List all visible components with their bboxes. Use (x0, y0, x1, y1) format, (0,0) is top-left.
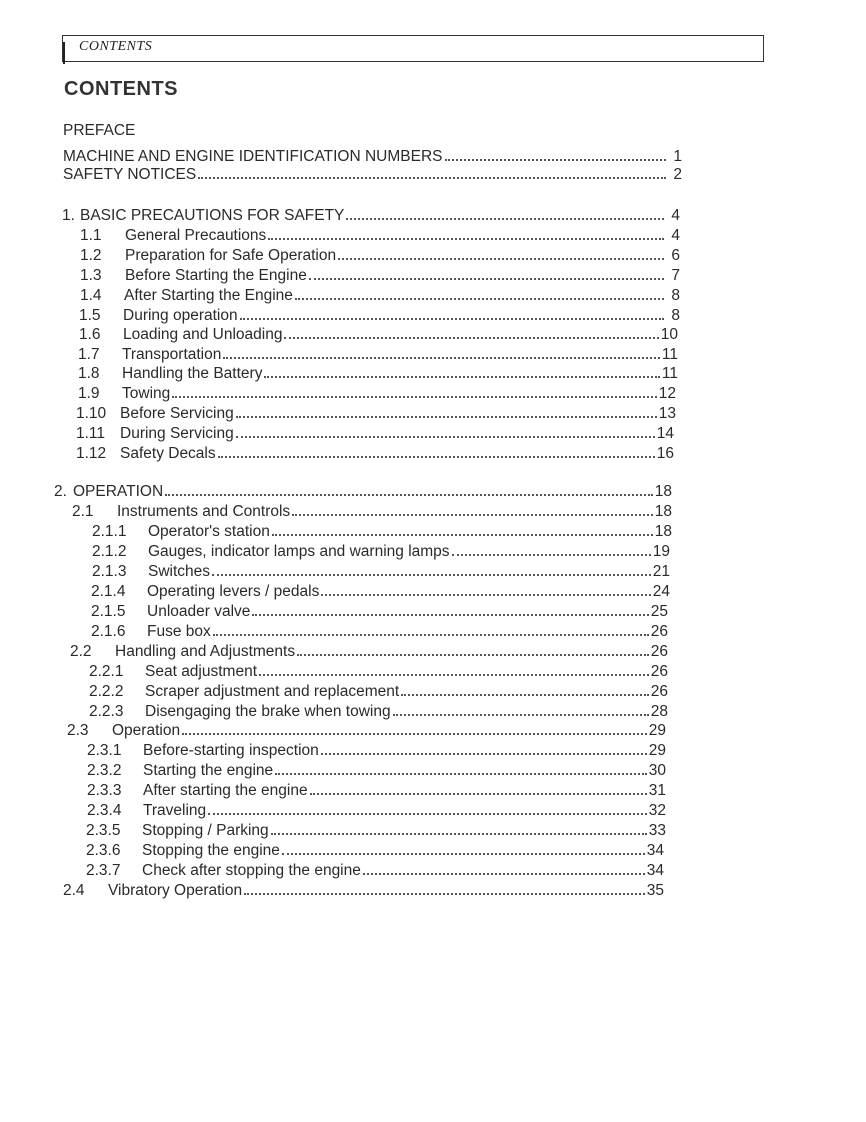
toc-entry-title: Safety Decals (120, 445, 216, 462)
toc-entry-page: 11 (661, 346, 678, 363)
toc-entry-number: 1. (62, 207, 75, 224)
dot-leader (295, 297, 664, 300)
toc-entry-page: 25 (650, 603, 668, 620)
toc-entry[interactable] (87, 740, 666, 760)
toc-entry-title: Starting the engine (143, 762, 274, 779)
dot-leader (310, 792, 647, 795)
toc-entry-number: 2.3.6 (86, 842, 121, 859)
toc-entry-title: PREFACE (63, 122, 136, 139)
toc-entry-page: 7 (671, 267, 680, 284)
toc-entry-title: Before Servicing (120, 405, 234, 422)
toc-entry-number: 2.3.7 (86, 862, 121, 879)
dot-leader (268, 237, 664, 240)
toc-entry-page: 34 (646, 862, 664, 879)
toc-entry[interactable] (87, 780, 666, 800)
toc-entry-title: Loading and Unloading (123, 326, 283, 343)
toc-entry-number: 1.1 (80, 227, 102, 244)
toc-entry-title: During operation (123, 307, 238, 324)
toc-entry[interactable] (80, 285, 680, 305)
dot-leader (321, 752, 647, 755)
toc-entry-page: 8 (671, 287, 680, 304)
toc-entry-title: Vibratory Operation (108, 882, 243, 899)
toc-entry[interactable] (86, 840, 664, 860)
dot-leader (252, 613, 648, 616)
dot-leader (297, 653, 649, 656)
toc-entry[interactable] (92, 521, 672, 541)
toc-entry-title: Towing (122, 385, 171, 402)
dot-leader (363, 872, 645, 875)
toc-entry-page: 10 (660, 326, 678, 343)
toc-entry-title: Stopping / Parking (142, 822, 269, 839)
toc-entry[interactable] (80, 265, 680, 285)
toc-entry-title: Check after stopping the engine (142, 862, 361, 879)
running-header-label: CONTENTS (79, 39, 153, 54)
toc-entry-number: 1.6 (79, 326, 101, 343)
toc-entry-number: 2.1.3 (92, 563, 127, 580)
page-title: CONTENTS (64, 78, 178, 100)
toc-entry[interactable] (76, 443, 674, 463)
dot-leader (240, 317, 664, 320)
dot-leader (282, 852, 645, 855)
toc-entry-page: 18 (654, 503, 672, 520)
dot-leader (165, 493, 653, 496)
toc-entry[interactable] (72, 501, 672, 521)
toc-entry-title: During Servicing (120, 425, 234, 442)
toc-entry-number: 2.2.1 (89, 663, 124, 680)
toc-entry-title: Gauges, indicator lamps and warning lamps (148, 543, 450, 560)
toc-entry[interactable] (89, 681, 668, 701)
toc-entry-page: 18 (654, 483, 672, 500)
dot-leader (275, 772, 647, 775)
toc-entry-title: Disengaging the brake when towing (145, 703, 391, 720)
toc-entry-title: After starting the engine (143, 782, 308, 799)
toc-entry-number: 2.1 (72, 503, 94, 520)
toc-entry-number: 1.10 (76, 405, 107, 422)
toc-entry[interactable] (79, 305, 680, 325)
dot-leader (182, 732, 647, 735)
toc-entry-title: Switches (148, 563, 211, 580)
toc-entry-title: Preparation for Safe Operation (125, 247, 337, 264)
toc-entry-page: 26 (650, 663, 668, 680)
toc-entry-title: General Precautions (125, 227, 267, 244)
toc-entry-number: 2.3 (67, 722, 89, 739)
toc-entry-page: 4 (671, 207, 680, 224)
toc-entry-title: Operation (112, 722, 181, 739)
dot-leader (212, 573, 651, 576)
toc-entry-number: 2.3.2 (87, 762, 122, 779)
toc-entry-number: 1.9 (78, 385, 100, 402)
toc-entry-page: 24 (652, 583, 670, 600)
toc-entry-page: 16 (656, 445, 674, 462)
toc-entry-number: 1.4 (80, 287, 102, 304)
toc-entry[interactable] (91, 601, 668, 621)
dot-leader (223, 356, 660, 359)
toc-entry-number: 2.3.3 (87, 782, 122, 799)
toc-entry-title: BASIC PRECAUTIONS FOR SAFETY (80, 207, 345, 224)
dot-leader (393, 713, 649, 716)
toc-entry[interactable] (80, 245, 680, 265)
dot-leader (445, 158, 667, 161)
toc-entry-page: 26 (650, 643, 668, 660)
toc-entry-number: 1.8 (78, 365, 100, 382)
toc-entry-page: 35 (646, 882, 664, 899)
toc-entry[interactable] (63, 164, 682, 184)
dot-leader (272, 533, 653, 536)
dot-leader (284, 336, 658, 339)
toc-entry[interactable] (78, 344, 678, 364)
dot-leader (309, 277, 664, 280)
dot-leader (292, 513, 653, 516)
toc-entry[interactable] (89, 701, 668, 721)
dot-leader (338, 257, 664, 260)
header-bar (63, 42, 69, 64)
toc-entry-title: Fuse box (147, 623, 211, 640)
toc-entry-title: MACHINE AND ENGINE IDENTIFICATION NUMBERS (63, 148, 443, 165)
toc-entry[interactable] (91, 581, 670, 601)
toc-entry-number: 2.4 (63, 882, 85, 899)
toc-entry-page: 33 (648, 822, 666, 839)
toc-entry-page: 29 (648, 722, 666, 739)
dot-leader (218, 455, 655, 458)
toc-entry[interactable] (78, 383, 676, 403)
dot-leader (452, 553, 651, 556)
toc-entry-page: 1 (673, 148, 682, 165)
toc-entry-page: 21 (652, 563, 670, 580)
running-header (62, 35, 764, 62)
toc-entry-title: Before-starting inspection (143, 742, 319, 759)
toc-entry-page: 12 (658, 385, 676, 402)
toc-entry-number: 1.7 (78, 346, 100, 363)
toc-entry-number: 2.1.5 (91, 603, 126, 620)
toc-entry-title: Stopping the engine (142, 842, 280, 859)
dot-leader (401, 693, 649, 696)
toc-entry-title: After Starting the Engine (124, 287, 293, 304)
toc-entry-number: 1.12 (76, 445, 107, 462)
toc-entry-number: 2.1.1 (92, 523, 127, 540)
toc-entry-number: 2.2.2 (89, 683, 124, 700)
toc-entry-title: Seat adjustment (145, 663, 258, 680)
toc-entry[interactable] (79, 324, 678, 344)
toc-entry[interactable] (76, 403, 676, 423)
toc-entry-page: 28 (650, 703, 668, 720)
toc-entry-page: 19 (652, 543, 670, 560)
toc-entry[interactable] (54, 481, 672, 501)
toc-entry-title: OPERATION (73, 483, 164, 500)
toc-entry[interactable] (87, 800, 666, 820)
toc-entry[interactable] (63, 146, 682, 166)
toc-entry-page: 32 (648, 802, 666, 819)
toc-entry-number: 1.3 (80, 267, 102, 284)
toc-entry[interactable] (86, 820, 666, 840)
dot-leader (213, 633, 649, 636)
toc-entry-page: 8 (671, 307, 680, 324)
toc-entry-title: Traveling (143, 802, 207, 819)
toc-entry-page: 11 (661, 365, 678, 382)
toc-entry-page: 13 (658, 405, 676, 422)
toc-entry-page: 30 (648, 762, 666, 779)
toc-entry-title: SAFETY NOTICES (63, 166, 197, 183)
dot-leader (346, 217, 664, 220)
dot-leader (236, 415, 657, 418)
toc-entry-number: 2.1.2 (92, 543, 127, 560)
toc-entry-title: Unloader valve (147, 603, 251, 620)
toc-entry[interactable] (80, 225, 680, 245)
dot-leader (271, 832, 647, 835)
toc-entry[interactable] (89, 661, 668, 681)
toc-entry-number: 2.2 (70, 643, 92, 660)
toc-heading (63, 122, 135, 140)
dot-leader (236, 435, 655, 438)
toc-entry[interactable] (92, 561, 670, 581)
toc-entry-page: 29 (648, 742, 666, 759)
toc-entry-title: Transportation (122, 346, 222, 363)
toc-entry[interactable] (63, 880, 664, 900)
dot-leader (244, 892, 645, 895)
toc-entry-number: 1.2 (80, 247, 102, 264)
dot-leader (264, 375, 659, 378)
toc-entry[interactable] (67, 720, 666, 740)
toc-entry[interactable] (62, 205, 680, 225)
toc-entry-title: Scraper adjustment and replacement (145, 683, 400, 700)
dot-leader (259, 673, 649, 676)
toc-entry[interactable] (91, 621, 668, 641)
toc-entry-page: 34 (646, 842, 664, 859)
toc-entry[interactable] (70, 641, 668, 661)
dot-leader (208, 812, 647, 815)
toc-entry[interactable] (92, 541, 670, 561)
toc-entry-number: 2.3.5 (86, 822, 121, 839)
toc-entry-title: Handling the Battery (122, 365, 263, 382)
toc-entry[interactable] (87, 760, 666, 780)
toc-entry-number: 2.3.4 (87, 802, 122, 819)
toc-entry-page: 31 (648, 782, 666, 799)
toc-entry-number: 2. (54, 483, 67, 500)
toc-entry-page: 2 (673, 166, 682, 183)
toc-entry-page: 6 (671, 247, 680, 264)
toc-entry-number: 1.11 (76, 425, 106, 442)
toc-entry[interactable] (78, 363, 678, 383)
toc-entry-number: 1.5 (79, 307, 101, 324)
dot-leader (198, 176, 666, 179)
toc-entry-title: Operator's station (148, 523, 270, 540)
toc-entry-page: 26 (650, 623, 668, 640)
toc-entry-page: 4 (671, 227, 680, 244)
toc-entry-number: 2.2.3 (89, 703, 124, 720)
toc-entry-title: Operating levers / pedals (147, 583, 320, 600)
toc-entry-title: Handling and Adjustments (115, 643, 296, 660)
dot-leader (172, 395, 657, 398)
toc-entry-page: 26 (650, 683, 668, 700)
toc-entry-title: Before Starting the Engine (125, 267, 307, 284)
toc-entry-title: Instruments and Controls (117, 503, 291, 520)
toc-entry-number: 2.1.6 (91, 623, 126, 640)
toc-entry-page: 14 (656, 425, 674, 442)
toc-entry[interactable] (76, 423, 674, 443)
toc-entry-number: 2.3.1 (87, 742, 122, 759)
toc-entry-number: 2.1.4 (91, 583, 126, 600)
toc-entry-page: 18 (654, 523, 672, 540)
toc-entry[interactable] (86, 860, 664, 880)
dot-leader (321, 593, 650, 596)
